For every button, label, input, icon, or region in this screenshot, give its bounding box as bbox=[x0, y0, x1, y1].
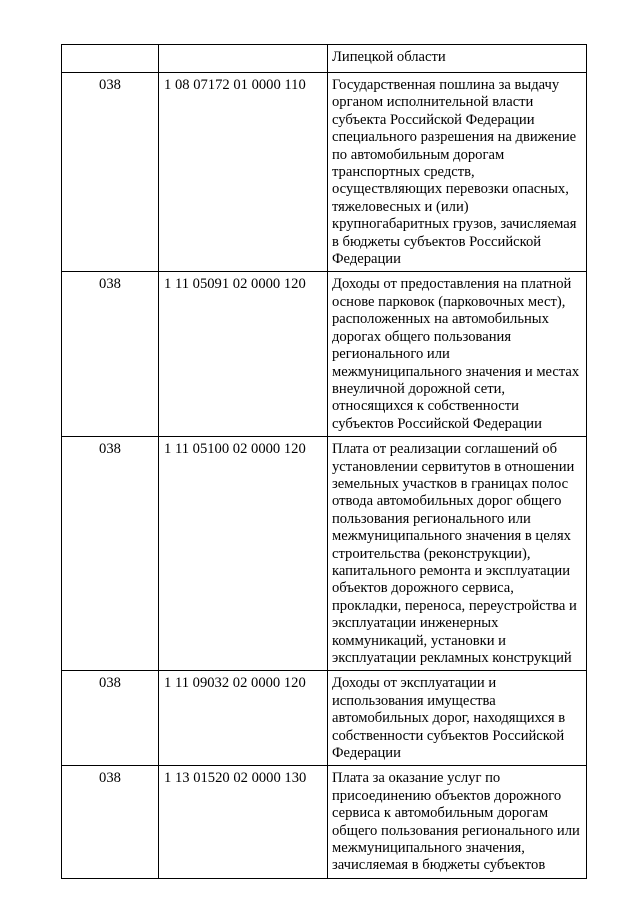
revenue-code-cell: 1 11 05100 02 0000 120 bbox=[159, 437, 328, 671]
revenue-codes-table bbox=[61, 44, 587, 879]
description-cell: Плата от реализации соглашений об установлении сервитутов в отношении земельных участков в границах полос отвода автомобильных дорог общего пользования регионального или межмуниципального значения в целях строительства (реконструкции), капитального ремонта и эксплуатации объектов дорожного сервиса, прокладки, переноса, переустройства и эксплуатации инженерных коммуникаций, установки и эксплуатации рекламных конструкций bbox=[328, 437, 587, 671]
admin-code-cell bbox=[62, 45, 159, 73]
table-row bbox=[62, 73, 587, 272]
revenue-code-cell: 1 08 07172 01 0000 110 bbox=[159, 73, 328, 272]
admin-code-cell: 038 bbox=[62, 73, 159, 272]
description-cell: Липецкой области bbox=[328, 45, 587, 73]
revenue-code-cell: 1 11 05091 02 0000 120 bbox=[159, 272, 328, 437]
description-cell: Доходы от предоставления на платной основе парковок (парковочных мест), расположенных на автомобильных дорогах общего пользования регионального или межмуниципального значения и местах внеуличной дорожной сети, относящихся к собственности субъектов Российской Федерации bbox=[328, 272, 587, 437]
table-row bbox=[62, 671, 587, 766]
revenue-code-cell: 1 11 09032 02 0000 120 bbox=[159, 671, 328, 766]
admin-code-cell: 038 bbox=[62, 272, 159, 437]
table-row bbox=[62, 437, 587, 671]
table-row bbox=[62, 272, 587, 437]
admin-code-cell: 038 bbox=[62, 766, 159, 878]
table-row bbox=[62, 766, 587, 878]
description-cell: Доходы от эксплуатации и использования имущества автомобильных дорог, находящихся в собственности субъектов Российской Федерации bbox=[328, 671, 587, 766]
revenue-code-cell bbox=[159, 45, 328, 73]
description-cell: Государственная пошлина за выдачу органом исполнительной власти субъекта Российской Федерации специального разрешения на движение по автомобильным дорогам транспортных средств, осуществляющих перевозки опасных, тяжеловесных и (или) крупногабаритных грузов, зачисляемая в бюджеты субъектов Российской Федерации bbox=[328, 73, 587, 272]
description-cell: Плата за оказание услуг по присоединению объектов дорожного сервиса к автомобильным дорогам общего пользования регионального или межмуниципального значения, зачисляемая в бюджеты субъектов bbox=[328, 766, 587, 878]
revenue-code-cell: 1 13 01520 02 0000 130 bbox=[159, 766, 328, 878]
admin-code-cell: 038 bbox=[62, 437, 159, 671]
admin-code-cell: 038 bbox=[62, 671, 159, 766]
table-row bbox=[62, 45, 587, 73]
